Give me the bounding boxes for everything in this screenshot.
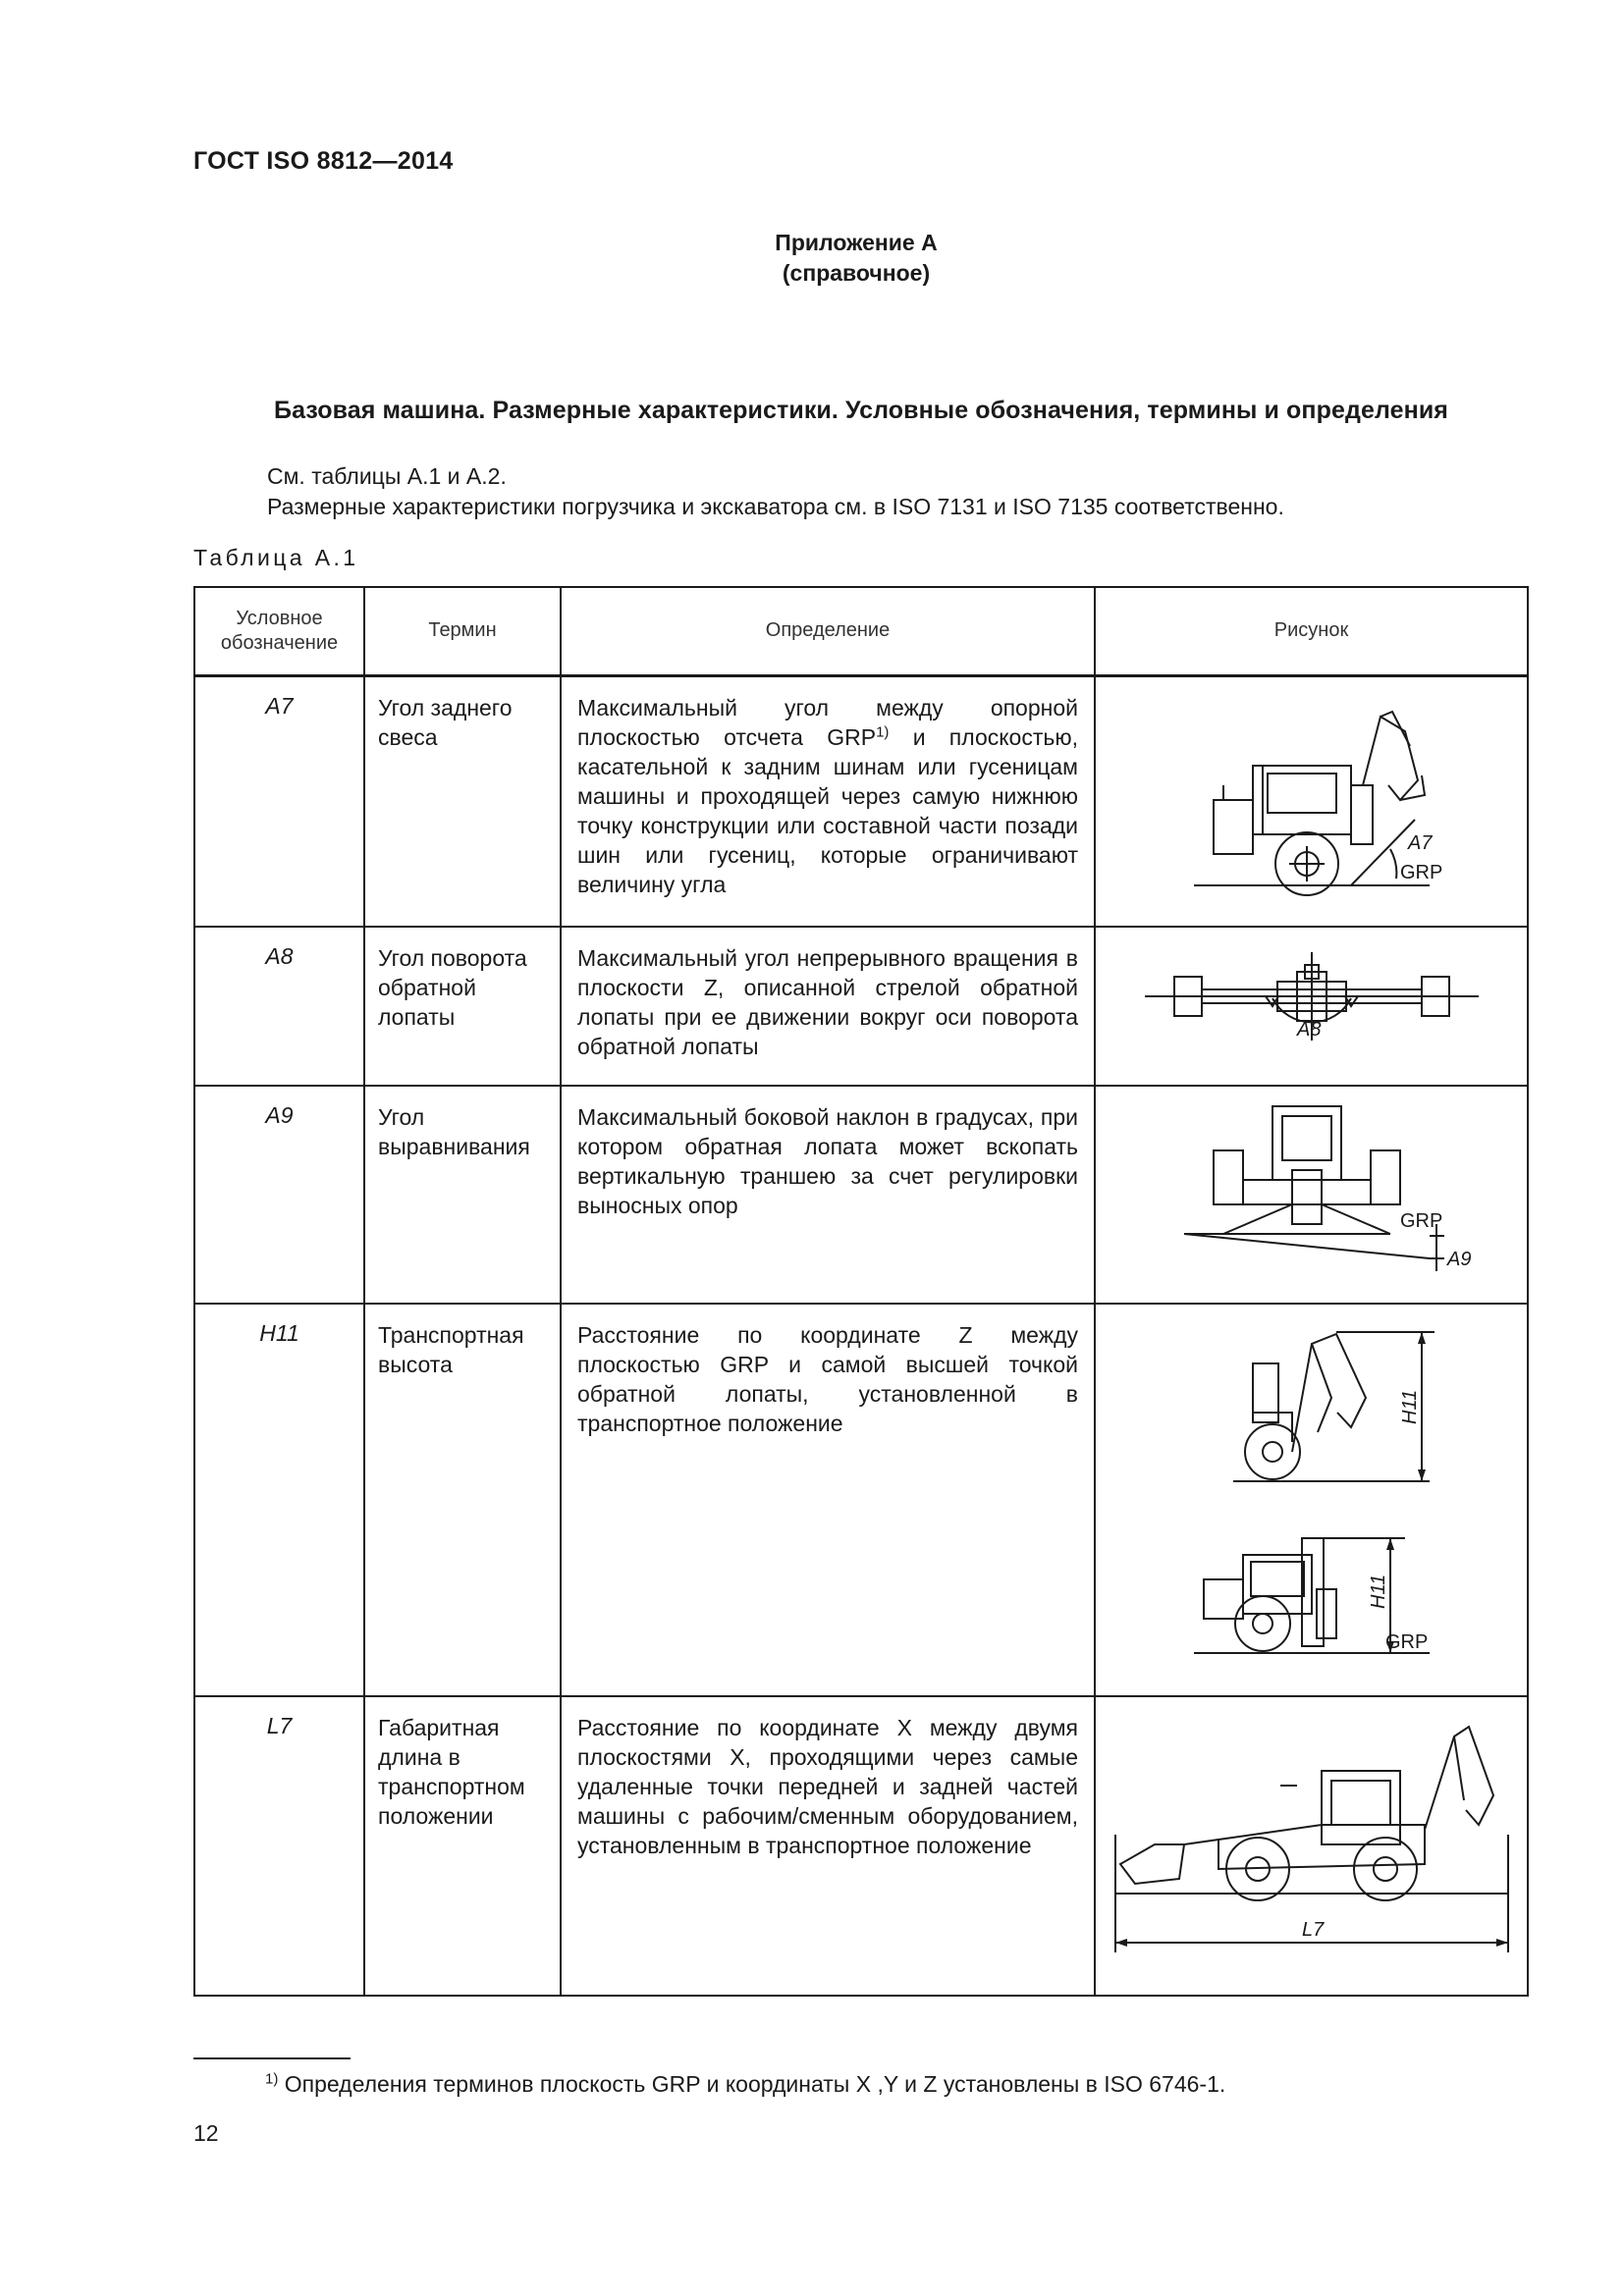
row-figure: [1095, 1086, 1528, 1304]
annex-status: (справочное): [782, 260, 931, 286]
table-header-row: [194, 587, 1528, 675]
row-term: Транспортная высота: [364, 1304, 561, 1696]
figure-label: A8: [1296, 1019, 1321, 1041]
footnote-separator: [193, 2057, 351, 2059]
figure-label: GRP: [1399, 861, 1442, 883]
row-figure: [1095, 927, 1528, 1086]
column-header-definition: Определение: [561, 587, 1095, 675]
table-row: [194, 1696, 1528, 1996]
row-term: Угол заднего свеса: [364, 675, 561, 927]
intro-line: См. таблицы А.1 и А.2.: [267, 463, 507, 489]
footnote-text: Определения терминов плоскость GRP и координаты X ,Y и Z установлены в ISO 6746-1.: [278, 2071, 1226, 2097]
row-figure: [1095, 1304, 1528, 1696]
intro-text: [267, 461, 1284, 522]
figure-label: H11: [1398, 1389, 1421, 1424]
annex-title: Приложение А: [775, 230, 938, 255]
column-header-figure: Рисунок: [1095, 587, 1528, 675]
column-header-symbol: Условное обозначение: [194, 587, 364, 675]
figure-label: GRP: [1399, 1210, 1442, 1232]
row-symbol: A8: [194, 927, 364, 1086]
row-definition: Максимальный угол непрерывного вращения в плоскости Z, описанной стрелой обратной лопаты при ее движении вокруг оси поворота обратной лопаты: [561, 927, 1095, 1086]
figure-label: H11: [1367, 1574, 1389, 1609]
table-row: [194, 1086, 1528, 1304]
row-symbol: A9: [194, 1086, 364, 1304]
footnote-mark: 1): [265, 2070, 279, 2088]
footnote-reference: 1): [876, 722, 890, 740]
transport-length-figure: [1101, 1697, 1523, 1992]
row-symbol: A7: [194, 675, 364, 927]
figure-label: A9: [1446, 1249, 1471, 1270]
figure-label: A7: [1407, 831, 1432, 854]
row-definition: [561, 675, 1095, 927]
annex-header: [0, 228, 1624, 289]
section-heading: Базовая машина. Размерные характеристики. Условные обозначения, термины и определения: [274, 397, 1448, 424]
row-definition: Максимальный боковой наклон в градусах, при котором обратная лопата может вскопать вертикальную траншею за счет регулировки выносных опор: [561, 1086, 1095, 1304]
transport-height-figure: [1106, 1305, 1518, 1692]
row-definition: Расстояние по координате X между двумя плоскостями X, проходящими через самые удаленные точки передней и задней частей машины с рабочим/сменным оборудованием, установленным в транспортное положение: [561, 1696, 1095, 1996]
rear-overhang-angle-figure: [1106, 677, 1518, 923]
row-term: Угол поворота обратной лопаты: [364, 927, 561, 1086]
column-header-term: Термин: [364, 587, 561, 675]
row-figure: [1095, 675, 1528, 927]
table-row: [194, 927, 1528, 1086]
definition-text: и плоскостью, касательной к задним шинам или гусеницам машины и проходящей через самую нижнюю точку конструкции или составной части позади шин или гусениц, которые ограничивают величину угла: [577, 723, 1079, 897]
dimension-table: [193, 586, 1529, 1997]
row-figure: [1095, 1696, 1528, 1996]
row-symbol: H11: [194, 1304, 364, 1696]
page-number: 12: [193, 2120, 219, 2146]
row-symbol: L7: [194, 1696, 364, 1996]
row-definition: Расстояние по координате Z между плоскостью GRP и самой высшей точкой обратной лопаты, установленной в транспортное положение: [561, 1304, 1095, 1696]
definition-text: Максимальный угол между опорной плоскостью отсчета GRP: [577, 694, 1078, 750]
standard-designation: ГОСТ ISO 8812—2014: [193, 147, 454, 175]
row-term: Габаритная длина в транспортном положении: [364, 1696, 561, 1996]
levelling-angle-figure: [1106, 1087, 1518, 1298]
row-term: Угол выравнивания: [364, 1086, 561, 1304]
backhoe-slew-angle-figure: [1106, 928, 1518, 1075]
figure-label: L7: [1301, 1919, 1324, 1941]
intro-line: Размерные характеристики погрузчика и экскаватора см. в ISO 7131 и ISO 7135 соответственно.: [267, 494, 1284, 519]
figure-label: GRP: [1384, 1631, 1428, 1653]
table-caption: Таблица А.1: [193, 545, 359, 570]
footnote: [265, 2071, 1225, 2098]
table-row: [194, 1304, 1528, 1696]
table-row: [194, 675, 1528, 927]
